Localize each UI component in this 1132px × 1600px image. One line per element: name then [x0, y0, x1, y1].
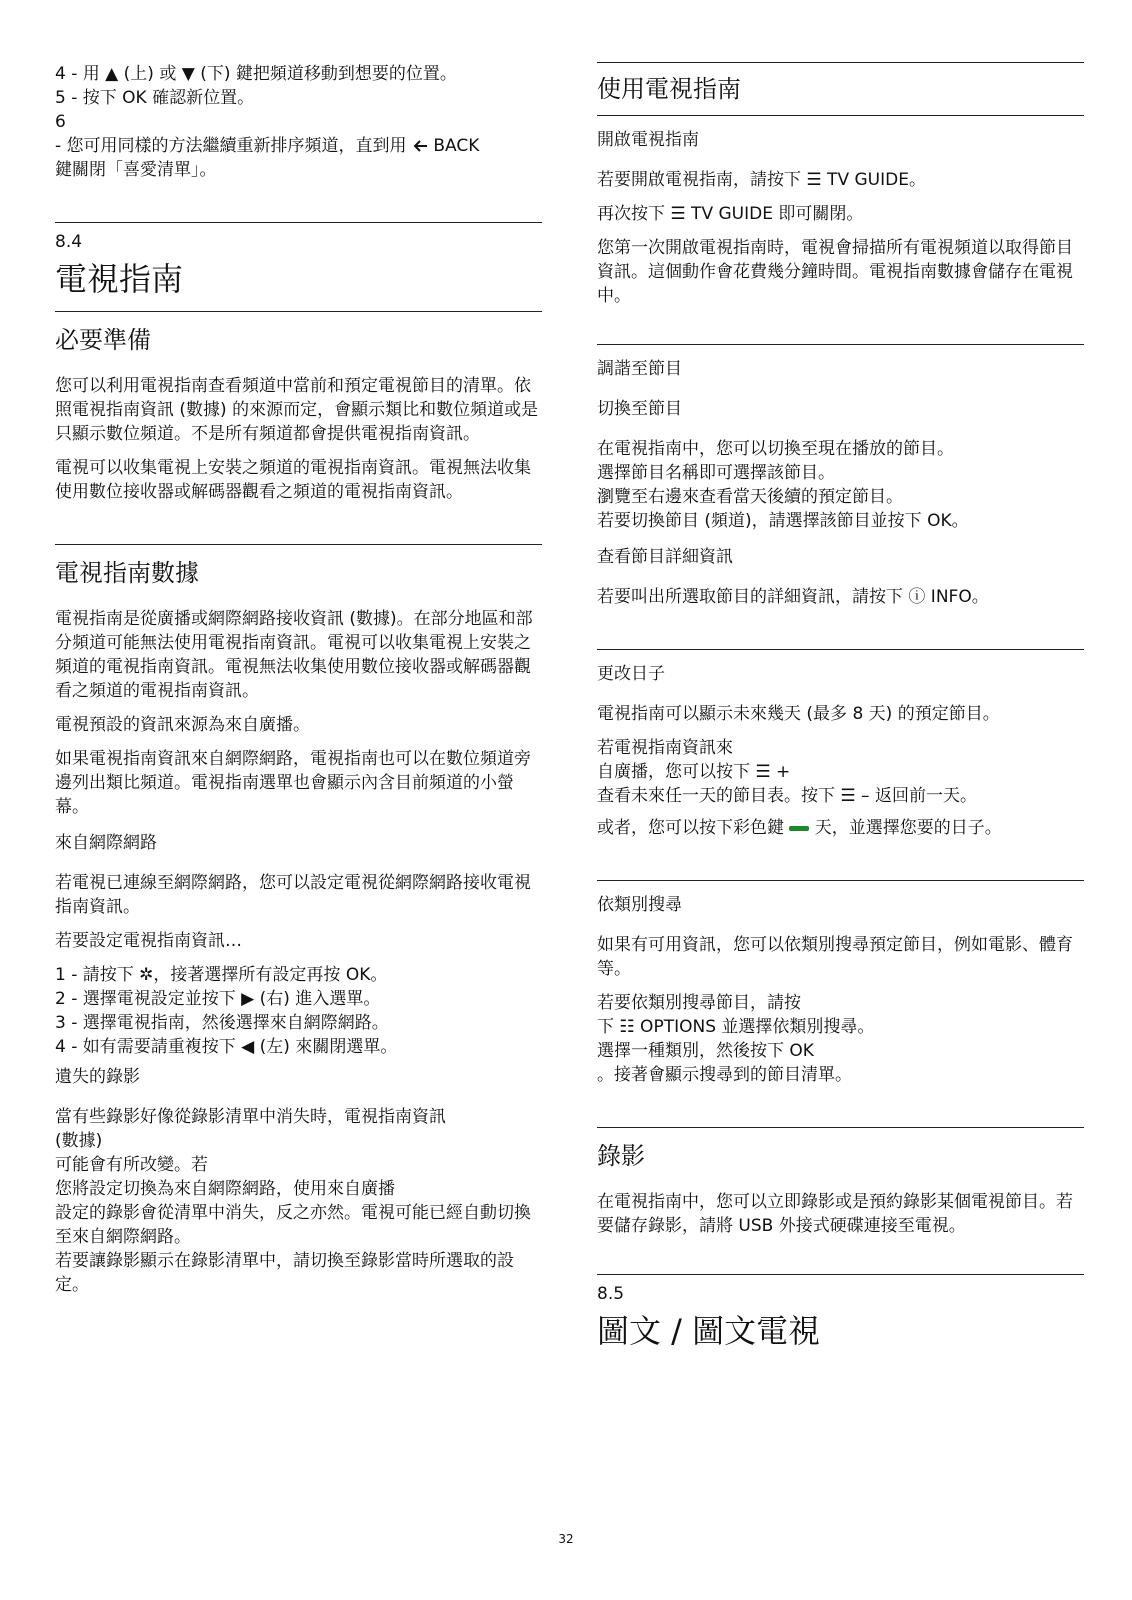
up-arrow-icon: ▲	[105, 64, 119, 84]
options-icon: ☷	[619, 1017, 635, 1037]
genre-line: 下 ☷ OPTIONS 並選擇依類別搜尋。	[597, 1017, 875, 1037]
lost-line: 可能會有所改變。若	[55, 1155, 208, 1175]
chapter-number: 8.4	[55, 232, 83, 252]
divider	[597, 880, 1084, 881]
section-title-requirements: 必要準備	[55, 326, 151, 354]
right-column	[597, 62, 1084, 1363]
lost-line: 當有些錄影好像從錄影清單中消失時，電視指南資訊	[55, 1107, 446, 1127]
tv-guide-icon: ☰	[670, 204, 686, 224]
genre-line: 選擇一種類別，然後按下 OK	[597, 1041, 814, 1061]
day-line: 或者，您可以按下彩色鍵 天，並選擇您要的日子。	[597, 818, 1002, 838]
back-arrow-icon	[412, 139, 428, 153]
paragraph: 您可以利用電視指南查看頻道中當前和預定電視節目的清單。依照電視指南資訊 (數據) 的來源而定，會顯示類比和數位頻道或是只顯示數位頻道。不是所有頻道都會提供電視指南資訊。	[55, 376, 539, 444]
section-title-guide-data: 電視指南數據	[55, 559, 199, 587]
tune-line: 瀏覽至右邊來查看當天後續的預定節目。	[597, 487, 903, 507]
lost-line: 設定的錄影會從清單中消失，反之亦然。電視可能已經自動切換至來自網際網路。	[55, 1203, 531, 1247]
divider	[597, 62, 1084, 63]
chapter-title: 圖文 / 圖文電視	[597, 1312, 821, 1350]
sub-label-lost-recordings: 遺失的錄影	[55, 1067, 140, 1087]
lost-line: (數據)	[55, 1131, 103, 1151]
close-guide-line: 再次按下 ☰ TV GUIDE 即可關閉。	[597, 204, 864, 224]
channel-up-icon: ☰	[755, 762, 771, 782]
paragraph: 如果有可用資訊，您可以依類別搜尋預定節目，例如電影、體育等。	[597, 935, 1073, 979]
info-icon: ⓘ	[908, 587, 926, 607]
paragraph: 若要設定電視指南資訊…	[55, 931, 242, 951]
paragraph: 電視預設的資訊來源為來自廣播。	[55, 715, 310, 735]
genre-line: 若要依類別搜尋節目，請按	[597, 993, 801, 1013]
divider	[597, 1127, 1084, 1128]
sub-label-switch: 切換至節目	[597, 399, 682, 419]
sub-label-open-guide: 開啟電視指南	[597, 130, 699, 150]
tv-guide-icon: ☰	[806, 170, 822, 190]
tune-line: 若要切換節目 (頻道)，請選擇該節目並按下 OK。	[597, 511, 969, 531]
tune-line: 在電視指南中，您可以切換至現在播放的節目。	[597, 439, 954, 459]
open-guide-line: 若要開啟電視指南，請按下 ☰ TV GUIDE。	[597, 170, 926, 190]
day-line: 自廣播，您可以按下 ☰ +	[597, 762, 791, 782]
channel-down-icon: ☰	[840, 786, 856, 806]
paragraph: 電視指南是從廣播或網際網路接收資訊 (數據)。在部分地區和部分頻道可能無法使用電視指南資訊。電視可以收集電視上安裝之頻道的電視指南資訊。電視無法收集使用數位接收器或解碼器觀看之頻道的電視指南資訊。	[55, 609, 533, 701]
divider	[597, 1274, 1084, 1275]
day-line: 查看未來任一天的節目表。按下 ☰ – 返回前一天。	[597, 786, 977, 806]
right-arrow-icon: ▶	[241, 989, 255, 1009]
left-column	[55, 62, 542, 1297]
intro-step-5: 5 - 按下 OK 確認新位置。	[55, 88, 255, 108]
lost-line: 若要讓錄影顯示在錄影清單中，請切換至錄影當時所選取的設定。	[55, 1251, 514, 1295]
step-4: 4 - 如有需要請重複按下 ◀ (左) 來關閉選單。	[55, 1037, 398, 1057]
down-arrow-icon: ▼	[181, 64, 195, 84]
details-line: 若要叫出所選取節目的詳細資訊，請按下 ⓘ INFO。	[597, 587, 989, 607]
intro-step-6-text-2: 鍵關閉「喜愛清單」。	[55, 160, 217, 180]
genre-line: 。接著會顯示搜尋到的節目清單。	[597, 1065, 852, 1085]
paragraph: 您第一次開啟電視指南時，電視會掃描所有電視頻道以取得節目資訊。這個動作會花費幾分鐘時間。電視指南數據會儲存在電視中。	[597, 238, 1073, 306]
step-1: 1 - 請按下 ✲，接著選擇所有設定再按 OK。	[55, 965, 388, 985]
step-2: 2 - 選擇電視設定並按下 ▶ (右) 進入選單。	[55, 989, 381, 1009]
section-title-recording: 錄影	[597, 1142, 645, 1170]
paragraph: 如果電視指南資訊來自網際網路，電視指南也可以在數位頻道旁邊列出類比頻道。電視指南選單也會顯示內含目前頻道的小螢幕。	[55, 749, 531, 817]
green-key-icon	[789, 826, 809, 831]
divider	[597, 115, 1084, 116]
chapter-number: 8.5	[597, 1284, 625, 1304]
intro-step-6: 6	[55, 112, 66, 132]
tune-line: 選擇節目名稱即可選擇該節目。	[597, 463, 835, 483]
step-3: 3 - 選擇電視指南，然後選擇來自網際網路。	[55, 1013, 389, 1033]
lost-line: 您將設定切換為來自網際網路，使用來自廣播	[55, 1179, 395, 1199]
intro-step-4: 4 - 用 ▲ (上) 或 ▼ (下) 鍵把頻道移動到想要的位置。	[55, 64, 457, 84]
sub-label-tune: 調諧至節目	[597, 359, 682, 379]
divider	[597, 344, 1084, 345]
paragraph: 電視可以收集電視上安裝之頻道的電視指南資訊。電視無法收集使用數位接收器或解碼器觀看之頻道的電視指南資訊。	[55, 458, 531, 502]
divider	[55, 544, 542, 545]
day-line: 若電視指南資訊來	[597, 738, 733, 758]
left-arrow-icon: ◀	[241, 1037, 255, 1057]
chapter-title: 電視指南	[55, 260, 184, 298]
divider	[55, 222, 542, 223]
divider	[597, 649, 1084, 650]
divider	[55, 311, 542, 312]
section-title-use-guide: 使用電視指南	[597, 75, 741, 103]
sub-label-genre: 依類別搜尋	[597, 895, 682, 915]
sub-label-internet: 來自網際網路	[55, 833, 157, 853]
sub-label-details: 查看節目詳細資訊	[597, 547, 733, 567]
paragraph: 電視指南可以顯示未來幾天 (最多 8 天) 的預定節目。	[597, 704, 1000, 724]
paragraph: 若電視已連線至網際網路，您可以設定電視從網際網路接收電視指南資訊。	[55, 873, 531, 917]
page-number: 32	[558, 1532, 574, 1546]
sub-label-change-day: 更改日子	[597, 664, 665, 684]
intro-step-6-text: - 您可用同樣的方法繼續重新排序頻道，直到用 BACK	[55, 136, 480, 156]
gear-icon: ✲	[139, 965, 154, 985]
paragraph: 在電視指南中，您可以立即錄影或是預約錄影某個電視節目。若要儲存錄影，請將 USB 外接式硬碟連接至電視。	[597, 1192, 1073, 1236]
